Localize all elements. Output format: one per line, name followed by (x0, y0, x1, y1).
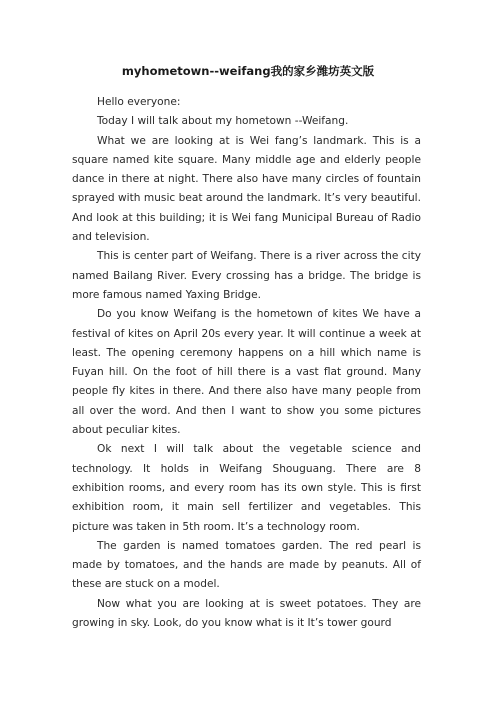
paragraph-landmark: What we are looking at is Wei fang’s landmark. This is a square named kite square. Many middle age and elderly people dance in there at night. There also have many circles of fountain sprayed with music beat around the landmark. It’s very beautiful. And look at this building; it is Wei fang Municipal Bureau of Radio and television. (72, 134, 421, 244)
paragraph-vegetable-tech: Ok next I will talk about the vegetable science and technology. It holds in Weifang Shouguang. There are 8 exhibition rooms, and every room has its own style. This is first exhibition room, it main sell fertilizer and vegetables. This picture was taken in 5th room. It’s a technology room. (72, 443, 421, 533)
paragraph-greeting: Hello everyone: (97, 96, 181, 108)
document-title: myhometown--weifang我的家乡潍坊英文版 (121, 64, 375, 78)
paragraph-sweet-potatoes: Now what you are looking at is sweet potatoes. They are growing in sky. Look, do you know what is it It’s tower gourd (72, 597, 421, 630)
paragraph-tomatoes-garden: The garden is named tomatoes garden. The red pearl is made by tomatoes, and the hands are made by peanuts. All of these are stuck on a model. (72, 539, 421, 591)
paragraph-center: This is center part of Weifang. There is a river across the city named Bailang River. Every crossing has a bridge. The bridge is more famous named Yaxing Bridge. (72, 250, 421, 301)
paragraph-intro: Today I will talk about my hometown --Weifang. (97, 115, 349, 128)
document-body (72, 93, 421, 633)
paragraph-kites: Do you know Weifang is the hometown of kites We have a festival of kites on April 20s every year. It will continue a week at least. The opening ceremony happens on a hill which name is Fuyan hill. On the foot of hill there is a vast flat ground. Many people fly kites in there. And there also have many people from all over the word. And then I want to show you some pictures about peculiar kites. (72, 308, 421, 437)
